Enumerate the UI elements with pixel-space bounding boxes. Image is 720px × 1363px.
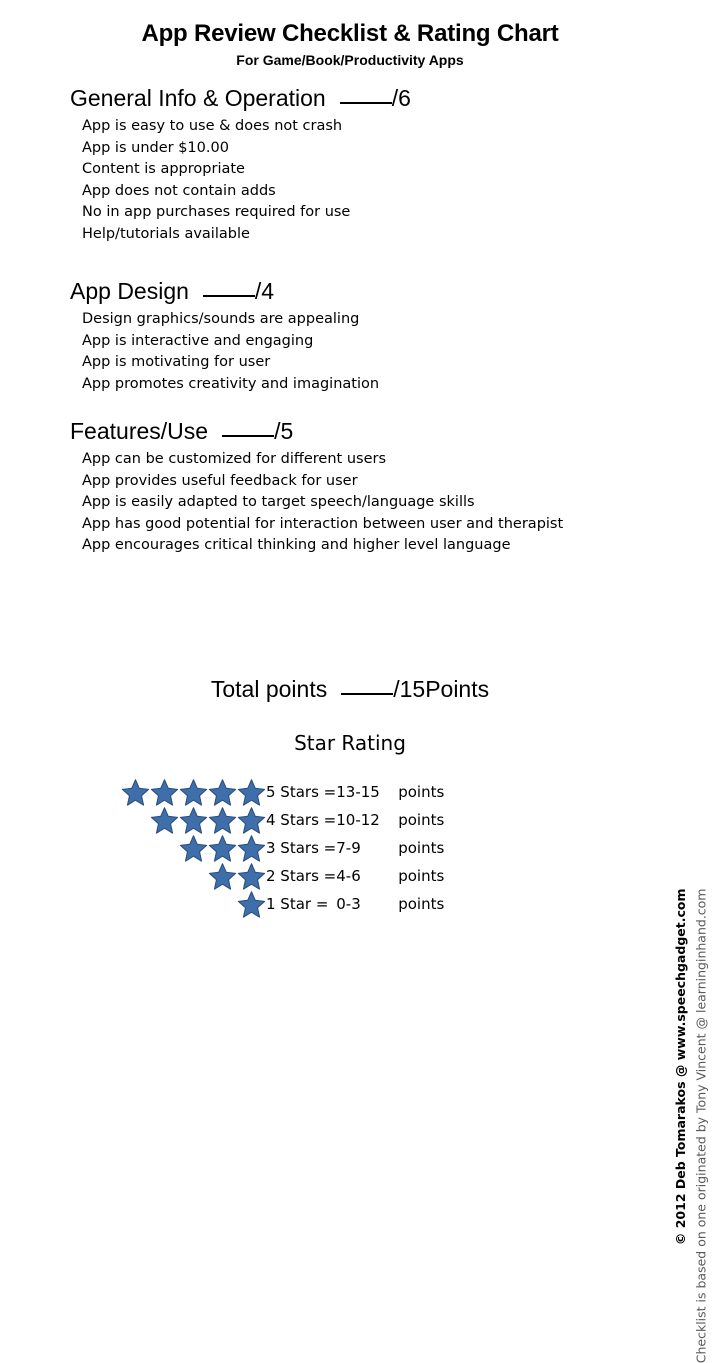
star-icon [237, 862, 266, 890]
rating-label: 3 Stars = [266, 838, 337, 857]
rating-unit: points [398, 894, 445, 913]
list-item[interactable]: App is under $10.00 [82, 139, 229, 156]
star-group [118, 778, 266, 806]
document-header [0, 20, 700, 68]
rating-label: 2 Stars = [266, 866, 337, 885]
section-heading [70, 85, 411, 111]
star-icon [121, 778, 150, 806]
star-icon [150, 806, 179, 834]
section-heading-label: App Design [70, 278, 189, 304]
table-row [118, 834, 444, 862]
star-rating-title: Star Rating [294, 731, 406, 755]
star-icon [179, 778, 208, 806]
table-row [118, 890, 444, 918]
star-icon [237, 778, 266, 806]
score-blank[interactable] [222, 435, 274, 437]
checklist [70, 116, 411, 245]
list-item[interactable]: App is motivating for user [82, 354, 271, 371]
rating-unit: points [398, 782, 445, 801]
checklist [70, 449, 563, 557]
star-icon [237, 806, 266, 834]
list-item[interactable]: App does not contain adds [82, 182, 276, 199]
star-rating-table [118, 778, 444, 918]
rating-label: 4 Stars = [266, 810, 337, 829]
section-app-design [70, 278, 379, 395]
rating-label: 5 Stars = [266, 782, 337, 801]
source-attribution: Checklist is based on one originated by Tony Vincent @ learninginhand.com [693, 888, 709, 1363]
list-item[interactable]: Design graphics/sounds are appealing [82, 311, 360, 328]
rating-range: 7-9 [336, 838, 361, 857]
checklist [70, 309, 379, 395]
section-max-points: /4 [254, 278, 275, 304]
list-item[interactable]: App promotes creativity and imagination [82, 375, 380, 392]
section-heading-label: Features/Use [70, 418, 209, 444]
star-group [118, 890, 266, 918]
star-icon [208, 834, 237, 862]
rating-unit: points [398, 838, 445, 857]
score-blank[interactable] [203, 295, 255, 297]
list-item[interactable]: App is interactive and engaging [82, 332, 314, 349]
table-row [118, 806, 444, 834]
list-item[interactable]: App can be customized for different users [82, 451, 387, 468]
table-row [118, 778, 444, 806]
star-icon [208, 778, 237, 806]
section-heading [70, 418, 563, 444]
section-general-info [70, 85, 411, 245]
star-group [118, 806, 266, 834]
list-item[interactable]: Content is appropriate [82, 161, 245, 178]
rating-label: 1 Star = [266, 894, 329, 913]
rating-unit: points [398, 866, 445, 885]
star-icon [179, 806, 208, 834]
rating-range: 10-12 [336, 810, 380, 829]
page-subtitle: For Game/Book/Productivity Apps [236, 51, 464, 68]
list-item[interactable]: App has good potential for interaction between user and therapist [82, 515, 564, 532]
section-heading-label: General Info & Operation [70, 85, 326, 111]
star-group [118, 862, 266, 890]
table-row [118, 862, 444, 890]
section-features-use [70, 418, 563, 557]
list-item[interactable]: App encourages critical thinking and higher level language [82, 537, 511, 554]
total-points-label: Total points [210, 676, 328, 702]
total-points-line [0, 676, 700, 703]
section-heading [70, 278, 379, 304]
section-max-points: /6 [391, 85, 411, 111]
star-icon [179, 834, 208, 862]
star-icon [150, 778, 179, 806]
section-max-points: /5 [274, 418, 294, 444]
rating-range: 0-3 [336, 894, 361, 913]
star-icon [208, 806, 237, 834]
list-item[interactable]: App provides useful feedback for user [82, 472, 358, 489]
total-score-blank[interactable] [341, 693, 393, 695]
rating-unit: points [398, 810, 445, 829]
copyright-notice: © 2012 Deb Tomarakos @ www.speechgadget.com [673, 888, 689, 1245]
total-max-points: /15Points [393, 676, 490, 702]
score-blank[interactable] [340, 102, 392, 104]
page-title: App Review Checklist & Rating Chart [141, 20, 559, 47]
star-icon [237, 890, 266, 918]
star-group [118, 834, 266, 862]
star-icon [237, 834, 266, 862]
rating-range: 13-15 [336, 782, 380, 801]
list-item[interactable]: No in app purchases required for use [82, 204, 351, 221]
list-item[interactable]: Help/tutorials available [82, 225, 250, 242]
rating-range: 4-6 [336, 866, 361, 885]
list-item[interactable]: App is easy to use & does not crash [82, 118, 343, 135]
star-icon [208, 862, 237, 890]
list-item[interactable]: App is easily adapted to target speech/language skills [82, 494, 475, 511]
